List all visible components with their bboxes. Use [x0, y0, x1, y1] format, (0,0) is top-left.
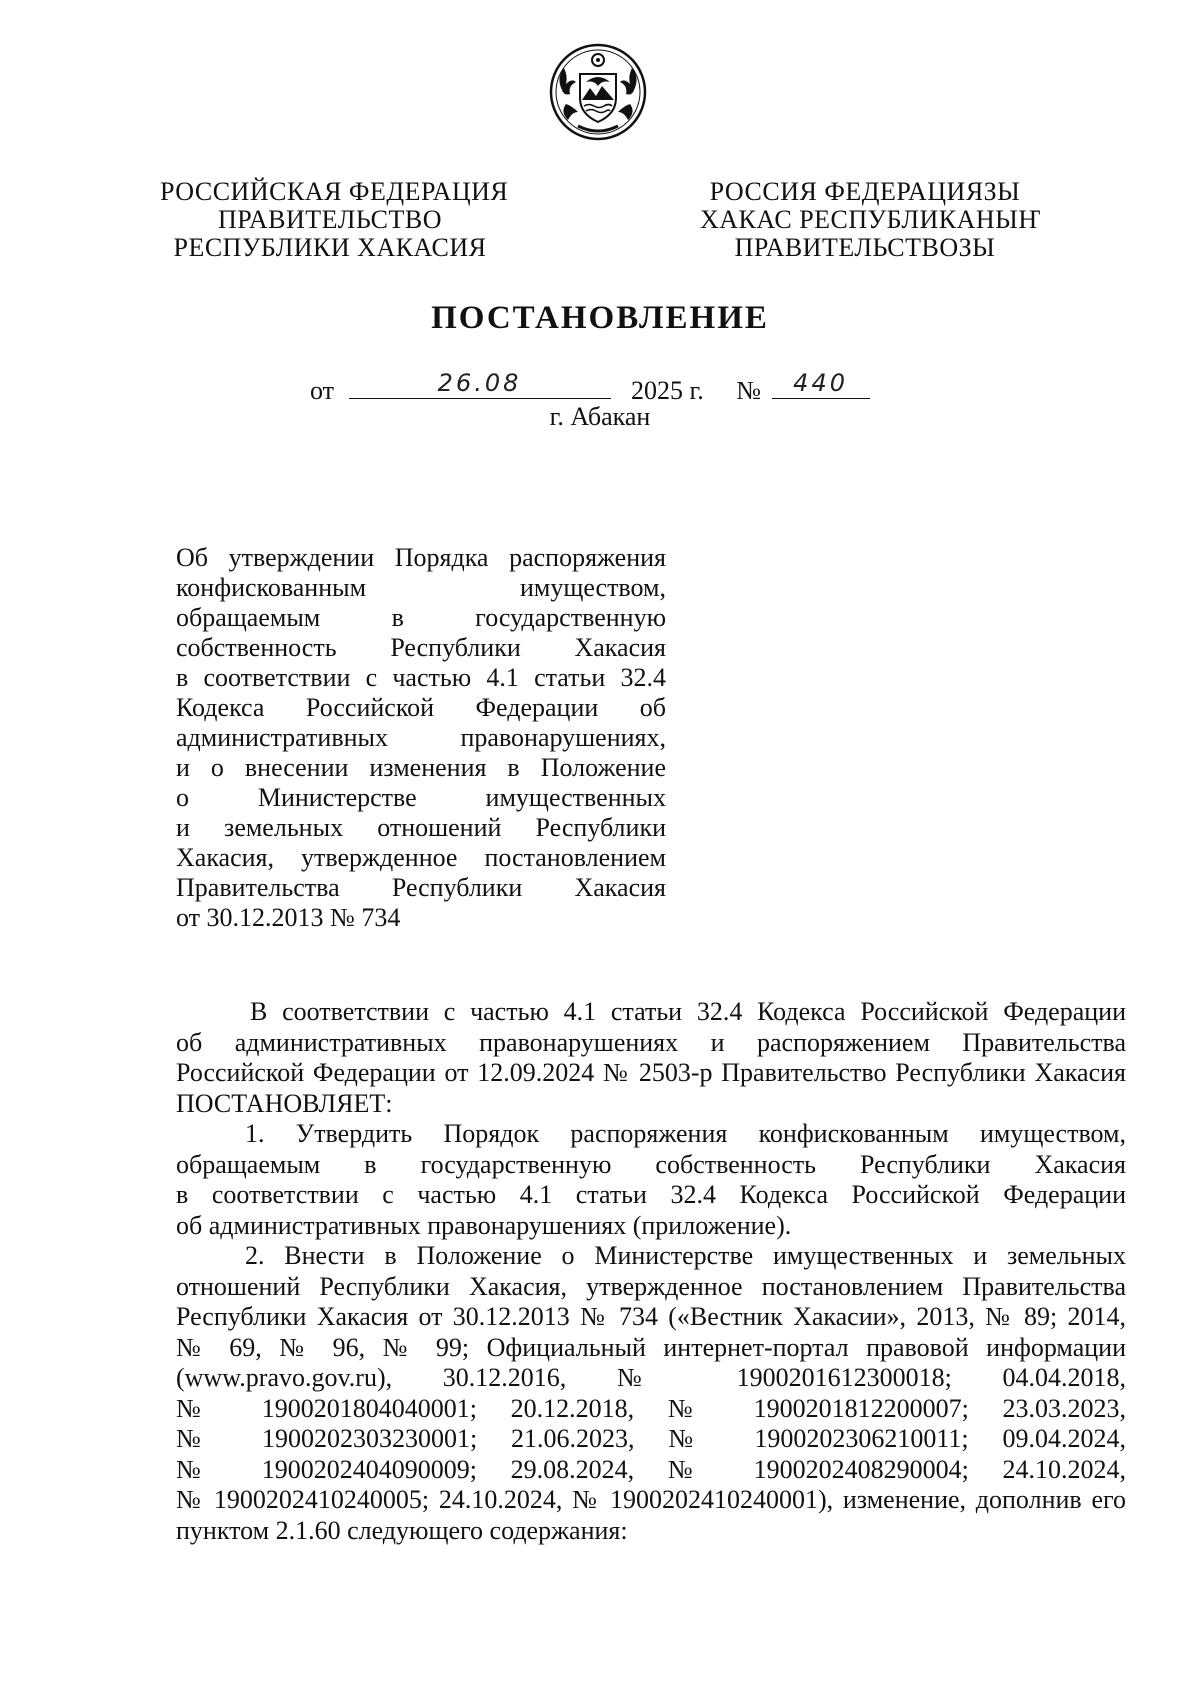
- header-left-line: РОССИЙСКАЯ ФЕДЕРАЦИЯ: [160, 177, 509, 206]
- number-handwritten: 440: [793, 369, 848, 397]
- subject-line: от 30.12.2013 № 734: [176, 903, 401, 932]
- body-line: 2. Внести в Положение о Министерстве имущественных и земельных: [245, 1241, 1126, 1270]
- header-right: [700, 177, 1041, 262]
- body-line: (www.pravo.gov.ru), 30.12.2016, № 1900201612300018; 04.04.2018,: [176, 1363, 1126, 1392]
- document-subject: [176, 543, 666, 933]
- body-line: отношений Республики Хакасия, утвержденное постановлением Правительства: [176, 1271, 1126, 1301]
- body-line: в соответствии с частью 4.1 статьи 32.4 Кодекса Российской Федерации: [176, 1180, 1126, 1209]
- body-line: 1. Утвердить Порядок распоряжения конфискованным имуществом,: [245, 1119, 1126, 1148]
- body-line: № 69, № 96, № 99; Официальный интернет-портал правовой информации: [176, 1332, 1126, 1362]
- date-handwritten: 26.08: [437, 369, 522, 397]
- coat-of-arms-emblem: [548, 42, 648, 142]
- body-line: № 1900201804040001; 20.12.2018, № 1900201812200007; 23.03.2023,: [176, 1393, 1126, 1423]
- document-title: ПОСТАНОВЛЕНИЕ: [431, 300, 769, 336]
- body-line: Республики Хакасия от 30.12.2013 № 734 («Вестник Хакасии», 2013, № 89; 2014,: [176, 1302, 1126, 1331]
- subject-line: обращаемым в государственную: [176, 603, 666, 632]
- date-field: [349, 370, 611, 399]
- subject-line: конфискованным имуществом,: [176, 573, 666, 602]
- subject-line: собственность Республики Хакасия: [176, 633, 666, 662]
- subject-line: Кодекса Российской Федерации об: [176, 693, 666, 722]
- subject-line: Хакасия, утвержденное постановлением: [176, 843, 666, 872]
- header-left-line: РЕСПУБЛИКИ ХАКАСИЯ: [173, 233, 487, 262]
- body-line: пунктом 2.1.60 следующего содержания:: [176, 1515, 628, 1545]
- number-field: [772, 370, 870, 399]
- subject-line: в соответствии с частью 4.1 статьи 32.4: [176, 663, 666, 692]
- header-right-line: ПРАВИТЕЛЬСТВОЗЫ: [734, 233, 996, 262]
- date-line: [310, 370, 870, 406]
- body-line: № 1900202404090009; 29.08.2024, № 1900202408290004; 24.10.2024,: [176, 1454, 1126, 1484]
- subject-line: и земельных отношений Республики: [176, 813, 666, 842]
- document-body: [176, 997, 1126, 1546]
- city: г. Абакан: [549, 402, 651, 431]
- body-line: об административных правонарушениях и распоряжением Правительства: [176, 1027, 1126, 1057]
- number-label: №: [736, 376, 762, 405]
- subject-line: о Министерстве имущественных: [176, 783, 666, 812]
- subject-line: Об утверждении Порядка распоряжения: [176, 543, 666, 572]
- date-from-label: от: [310, 376, 335, 405]
- header-left-line: ПРАВИТЕЛЬСТВО: [218, 205, 442, 234]
- body-line: обращаемым в государственную собственность Республики Хакасия: [176, 1149, 1126, 1179]
- header-right-line: ХАКАС РЕСПУБЛИКАНЫҤ: [700, 205, 1041, 234]
- body-line: ПОСТАНОВЛЯЕТ:: [176, 1088, 393, 1118]
- body-line: № 1900202410240005; 24.10.2024, № 1900202410240001), изменение, дополнив его: [176, 1485, 1126, 1514]
- body-line: Российской Федерации от 12.09.2024 № 2503-р Правительство Республики Хакасия: [176, 1058, 1126, 1087]
- subject-line: Правительства Республики Хакасия: [176, 873, 666, 902]
- subject-line: административных правонарушениях,: [176, 723, 666, 752]
- date-year: 2025 г.: [631, 376, 704, 405]
- body-line: № 1900202303230001; 21.06.2023, № 1900202306210011; 09.04.2024,: [176, 1424, 1126, 1453]
- subject-line: и о внесении изменения в Положение: [176, 753, 666, 782]
- body-line: В соответствии с частью 4.1 статьи 32.4 Кодекса Российской Федерации: [250, 997, 1126, 1026]
- header-right-line: РОССИЯ ФЕДЕРАЦИЯЗЫ: [709, 177, 1021, 206]
- header-left: [160, 177, 509, 262]
- body-line: об административных правонарушениях (приложение).: [176, 1210, 792, 1240]
